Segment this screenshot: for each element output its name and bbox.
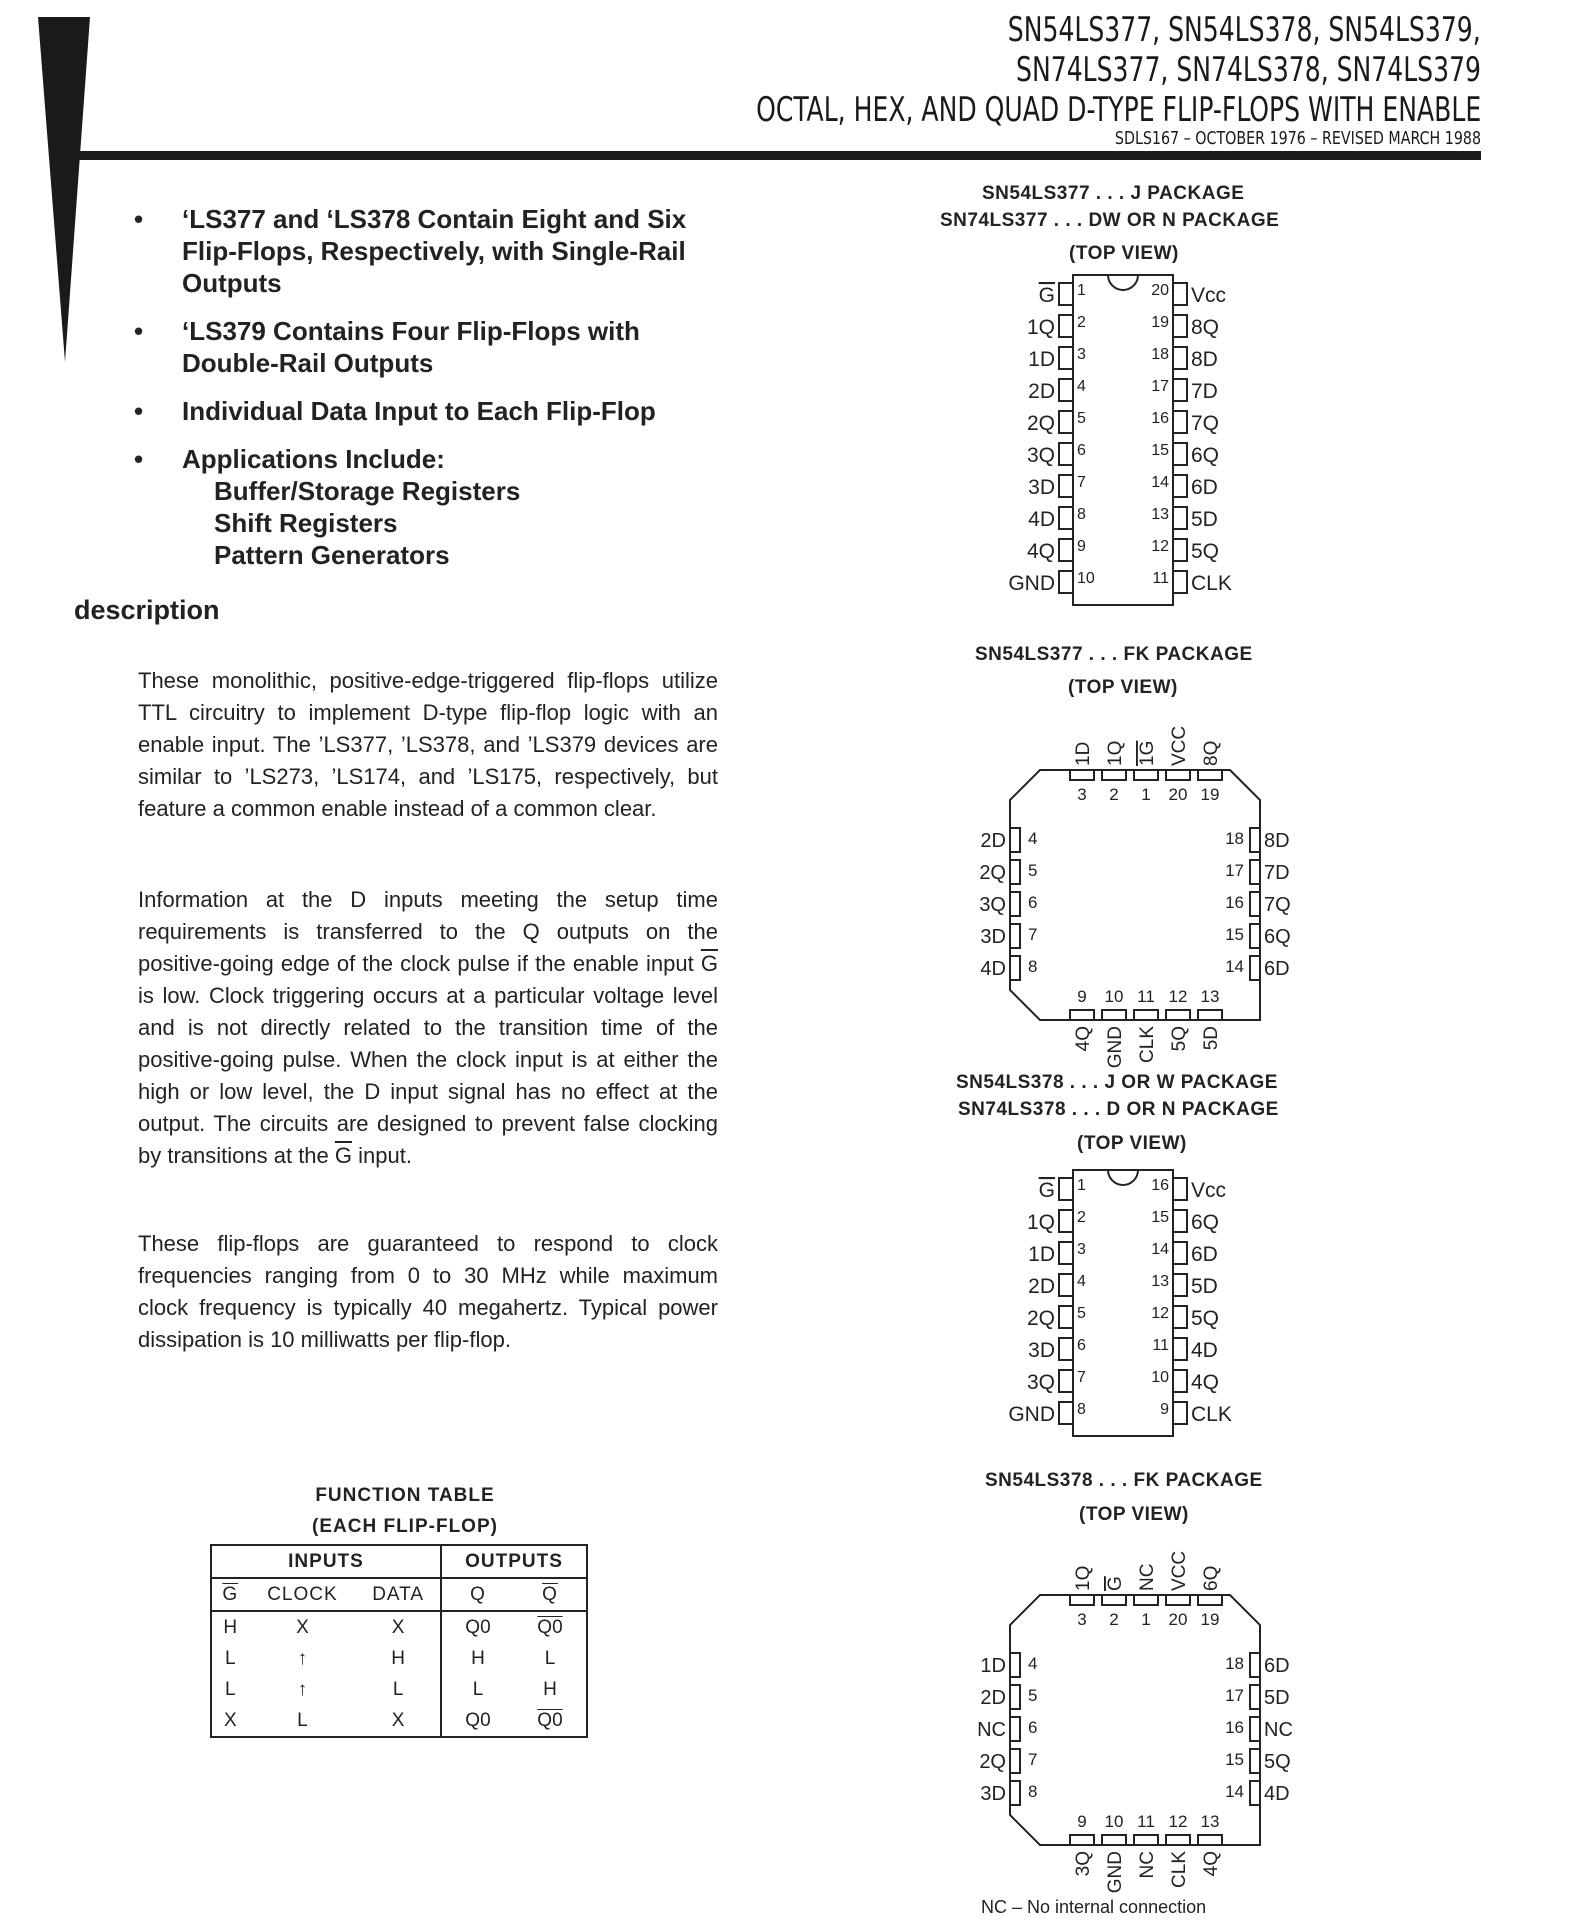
svg-text:10: 10 — [1151, 1369, 1169, 1386]
svg-text:4Q: 4Q — [1191, 1371, 1220, 1394]
svg-text:5D: 5D — [1191, 508, 1218, 531]
col-header-q-bar: $\overline{Q}$ — [514, 1578, 587, 1611]
svg-text:7Q: 7Q — [1191, 412, 1220, 435]
svg-text:6Q: 6Q — [1264, 926, 1291, 948]
svg-text:5Q: 5Q — [1191, 540, 1220, 563]
svg-text:14: 14 — [1151, 474, 1169, 491]
svg-text:3D: 3D — [980, 1783, 1006, 1805]
svg-text:5D: 5D — [1191, 1275, 1218, 1298]
feature-text: Individual Data Input to Each Flip-Flop — [182, 396, 656, 426]
svg-text:17: 17 — [1225, 861, 1244, 880]
svg-text:16: 16 — [1225, 1718, 1244, 1737]
nc-footnote: NC – No internal connection — [981, 1897, 1207, 1917]
svg-text:4: 4 — [1028, 829, 1038, 848]
function-table-subtitle: (EACH FLIP-FLOP) — [312, 1516, 498, 1537]
svg-text:3Q: 3Q — [1026, 1371, 1055, 1394]
svg-text:16: 16 — [1151, 1177, 1169, 1194]
svg-text:16: 16 — [1225, 893, 1244, 912]
text-run: is low. Clock triggering occurs at a particular voltage level and is not directly related to the transition time of the positive-going pulse. When the clock input is at either the high or low level, the D input signal has no effect at the output. The circuits are designed to prevent false clocking by transitions at the — [138, 983, 718, 1168]
svg-text:2: 2 — [1109, 785, 1119, 804]
svg-text:3Q: 3Q — [1026, 444, 1055, 467]
svg-text:4D: 4D — [1264, 1783, 1290, 1805]
text-run: Information at the D inputs meeting the setup time requirements is transferred to the Q outputs on the positive-going edge of the clock pulse if the enable input — [138, 887, 718, 976]
svg-text:20: 20 — [1168, 1610, 1188, 1629]
svg-text:4D: 4D — [1028, 508, 1055, 531]
svg-text:1: 1 — [1141, 1610, 1151, 1629]
col-header-data: DATA — [356, 1578, 441, 1611]
package-title: SN74LS378 . . . D OR N PACKAGE — [958, 1099, 1279, 1120]
col-header-clock: CLOCK — [249, 1578, 357, 1611]
svg-text:GND: GND — [1105, 1026, 1126, 1069]
view-label: (TOP VIEW) — [1068, 677, 1178, 698]
svg-text:14: 14 — [1151, 1241, 1169, 1258]
svg-text:7D: 7D — [1191, 380, 1218, 403]
bullet-icon: • — [134, 444, 144, 474]
svg-text:9: 9 — [1077, 1812, 1087, 1831]
application-item: Pattern Generators — [214, 540, 450, 570]
inputs-group-header: INPUTS — [211, 1545, 441, 1578]
svg-text:18: 18 — [1225, 1654, 1244, 1673]
ls378-dip-pinout-diagram — [990, 1165, 1290, 1440]
table-row — [211, 1705, 587, 1737]
svg-text:18: 18 — [1225, 829, 1244, 848]
svg-text:6D: 6D — [1264, 1655, 1290, 1677]
svg-text:20: 20 — [1168, 785, 1188, 804]
bullet-icon: • — [134, 316, 144, 346]
svg-text:14: 14 — [1225, 957, 1244, 976]
svg-text:2D: 2D — [1028, 380, 1055, 403]
feature-item — [130, 443, 730, 571]
description-paragraph-2 — [138, 884, 718, 1172]
feature-text: Applications Include: — [182, 444, 445, 474]
svg-text:2Q: 2Q — [1026, 1307, 1055, 1330]
ls377-fk-pinout-diagram — [960, 700, 1300, 1070]
cell: H — [223, 1616, 238, 1638]
svg-text:3: 3 — [1077, 1610, 1087, 1629]
svg-text:VCC: VCC — [1169, 725, 1190, 766]
svg-text:10: 10 — [1104, 1812, 1124, 1831]
col-header-q: Q — [441, 1578, 514, 1611]
header-rule — [78, 151, 1481, 160]
svg-text:9: 9 — [1077, 987, 1087, 1006]
svg-text:1D: 1D — [980, 1655, 1006, 1677]
svg-text:CLK: CLK — [1191, 572, 1232, 595]
title-line-3: OCTAL, HEX, AND QUAD D-TYPE FLIP-FLOPS WITH ENABLE — [755, 90, 1481, 130]
svg-text:4: 4 — [1028, 1654, 1038, 1673]
svg-text:CLK: CLK — [1169, 1851, 1190, 1888]
svg-text:11: 11 — [1137, 987, 1155, 1006]
svg-text:19: 19 — [1151, 314, 1169, 331]
application-item: Buffer/Storage Registers — [214, 476, 521, 506]
svg-text:8Q: 8Q — [1191, 316, 1220, 339]
svg-text:Vcc: Vcc — [1191, 284, 1227, 307]
feature-item — [130, 315, 730, 379]
svg-text:CLK: CLK — [1191, 1403, 1232, 1426]
svg-text:G: G — [1038, 1179, 1055, 1202]
svg-text:17: 17 — [1151, 378, 1169, 395]
cell: H — [543, 1678, 557, 1700]
svg-text:G: G — [1038, 284, 1055, 307]
svg-text:CLK: CLK — [1137, 1026, 1158, 1063]
cell: X — [223, 1709, 237, 1731]
svg-text:12: 12 — [1151, 538, 1169, 555]
svg-text:GND: GND — [1105, 1851, 1126, 1894]
cell: L — [441, 1674, 514, 1705]
function-table-title: FUNCTION TABLE — [315, 1485, 495, 1506]
svg-text:NC: NC — [977, 1719, 1006, 1741]
package-title: SN54LS377 . . . FK PACKAGE — [975, 644, 1253, 665]
feature-item — [130, 203, 730, 299]
table-row — [211, 1611, 587, 1643]
svg-text:1: 1 — [1077, 282, 1086, 299]
svg-text:5D: 5D — [1264, 1687, 1290, 1709]
cell: ↑ — [297, 1678, 308, 1700]
cell: Q0 — [441, 1705, 514, 1737]
svg-text:11: 11 — [1152, 570, 1169, 587]
text-run: input. — [352, 1143, 412, 1168]
header-wedge-graphic — [38, 17, 92, 362]
svg-text:6: 6 — [1077, 442, 1086, 459]
ls378-fk-pinout-diagram — [960, 1525, 1300, 1895]
view-label: (TOP VIEW) — [1079, 1504, 1189, 1525]
svg-text:3Q: 3Q — [979, 894, 1006, 916]
title-line-2: SN74LS377, SN74LS378, SN74LS379 — [1016, 50, 1481, 90]
svg-text:16: 16 — [1151, 410, 1169, 427]
svg-text:19: 19 — [1200, 785, 1220, 804]
svg-text:13: 13 — [1200, 1812, 1220, 1831]
svg-text:15: 15 — [1151, 1209, 1169, 1226]
svg-text:2: 2 — [1077, 1209, 1086, 1226]
package-title: SN54LS378 . . . J OR W PACKAGE — [956, 1072, 1278, 1093]
svg-text:1G: 1G — [1137, 740, 1158, 766]
cell: X — [391, 1616, 405, 1638]
svg-text:NC: NC — [1264, 1719, 1293, 1741]
svg-text:2Q: 2Q — [1026, 412, 1055, 435]
cell: L — [544, 1647, 556, 1669]
feature-list — [130, 203, 730, 587]
svg-text:3: 3 — [1077, 346, 1086, 363]
svg-text:4Q: 4Q — [1073, 1026, 1094, 1052]
svg-text:3: 3 — [1077, 785, 1087, 804]
function-table — [210, 1544, 588, 1738]
svg-text:6Q: 6Q — [1191, 1211, 1220, 1234]
svg-text:3D: 3D — [1028, 476, 1055, 499]
cell: Q0 — [537, 1616, 563, 1638]
outputs-group-header: OUTPUTS — [441, 1545, 587, 1578]
svg-text:NC: NC — [1137, 1563, 1158, 1591]
bullet-icon: • — [134, 204, 144, 234]
svg-text:4D: 4D — [980, 958, 1006, 980]
svg-text:4: 4 — [1077, 1273, 1086, 1290]
svg-text:VCC: VCC — [1169, 1550, 1190, 1591]
svg-text:9: 9 — [1077, 538, 1086, 555]
svg-text:7: 7 — [1028, 1750, 1038, 1769]
svg-text:6D: 6D — [1264, 958, 1290, 980]
svg-text:8Q: 8Q — [1201, 740, 1222, 766]
svg-text:8: 8 — [1028, 957, 1038, 976]
svg-text:8: 8 — [1028, 1782, 1038, 1801]
svg-text:12: 12 — [1151, 1305, 1169, 1322]
svg-text:1: 1 — [1141, 785, 1151, 804]
svg-text:7: 7 — [1077, 474, 1086, 491]
svg-text:8D: 8D — [1264, 830, 1290, 852]
cell: Q0 — [441, 1611, 514, 1643]
svg-text:11: 11 — [1137, 1812, 1155, 1831]
svg-text:14: 14 — [1225, 1782, 1244, 1801]
g-bar-symbol: $\overline{G}$ — [334, 1143, 353, 1168]
view-label: (TOP VIEW) — [1069, 243, 1179, 264]
svg-text:13: 13 — [1151, 1273, 1169, 1290]
svg-text:5: 5 — [1077, 410, 1086, 427]
cell: L — [297, 1709, 308, 1731]
svg-text:1D: 1D — [1073, 741, 1094, 766]
ls377-dip-pinout-diagram — [990, 270, 1290, 610]
description-paragraph-1: These monolithic, positive-edge-triggered flip-flops utilize TTL circuitry to implement D-type flip-flop logic with an enable input. The ’LS377, ’LS378, and ’LS379 devices are similar to ’LS273, ’LS174, and ’LS175, respectively, but feature a common enable instead of a common clear. — [138, 668, 718, 821]
svg-text:NC: NC — [1137, 1851, 1158, 1879]
svg-text:9: 9 — [1160, 1401, 1169, 1418]
svg-text:2D: 2D — [1028, 1275, 1055, 1298]
cell: H — [391, 1647, 405, 1669]
svg-text:17: 17 — [1225, 1686, 1244, 1705]
title-line-1: SN54LS377, SN54LS378, SN54LS379, — [1008, 10, 1481, 50]
cell: L — [392, 1678, 404, 1700]
view-label: (TOP VIEW) — [1077, 1133, 1187, 1154]
svg-text:13: 13 — [1200, 987, 1220, 1006]
svg-text:6: 6 — [1077, 1337, 1086, 1354]
cell: L — [225, 1647, 236, 1669]
svg-text:5Q: 5Q — [1169, 1026, 1190, 1052]
svg-text:GND: GND — [1008, 1403, 1055, 1426]
svg-text:10: 10 — [1077, 570, 1095, 587]
svg-text:1Q: 1Q — [1105, 740, 1126, 766]
svg-text:3D: 3D — [1028, 1339, 1055, 1362]
doc-reference: SDLS167 – OCTOBER 1976 – REVISED MARCH 1988 — [1114, 128, 1481, 149]
feature-text: ‘LS379 Contains Four Flip-Flops with Double-Rail Outputs — [182, 316, 640, 378]
cell: X — [391, 1709, 405, 1731]
svg-text:19: 19 — [1200, 1610, 1220, 1629]
svg-text:3D: 3D — [980, 926, 1006, 948]
feature-item — [130, 395, 730, 427]
svg-text:2Q: 2Q — [979, 862, 1006, 884]
svg-text:6Q: 6Q — [1191, 444, 1220, 467]
application-item: Shift Registers — [214, 508, 398, 538]
svg-text:1Q: 1Q — [1073, 1565, 1094, 1591]
svg-text:2: 2 — [1109, 1610, 1119, 1629]
package-title: SN54LS378 . . . FK PACKAGE — [985, 1470, 1263, 1491]
svg-text:3: 3 — [1077, 1241, 1086, 1258]
svg-text:7D: 7D — [1264, 862, 1290, 884]
g-bar-symbol: $\overline{G}$ — [700, 951, 718, 976]
svg-text:1D: 1D — [1028, 1243, 1055, 1266]
svg-text:4Q: 4Q — [1026, 540, 1055, 563]
package-title: SN74LS377 . . . DW OR N PACKAGE — [940, 210, 1280, 231]
cell: ↑ — [297, 1647, 308, 1669]
svg-text:1: 1 — [1077, 1177, 1086, 1194]
svg-text:8: 8 — [1077, 506, 1086, 523]
svg-text:5Q: 5Q — [1264, 1751, 1291, 1773]
svg-text:10: 10 — [1104, 987, 1124, 1006]
svg-text:18: 18 — [1151, 346, 1169, 363]
svg-text:4D: 4D — [1191, 1339, 1218, 1362]
svg-text:6: 6 — [1028, 893, 1038, 912]
svg-text:15: 15 — [1225, 1750, 1244, 1769]
svg-text:GND: GND — [1008, 572, 1055, 595]
svg-text:7: 7 — [1028, 925, 1038, 944]
svg-text:4Q: 4Q — [1201, 1851, 1222, 1877]
svg-text:5D: 5D — [1201, 1026, 1222, 1051]
cell: H — [441, 1643, 514, 1674]
feature-text: ‘LS377 and ‘LS378 Contain Eight and Six Flip-Flops, Respectively, with Single-Rail Outputs — [182, 204, 687, 298]
svg-text:2D: 2D — [980, 1687, 1006, 1709]
svg-text:6Q: 6Q — [1201, 1565, 1222, 1591]
svg-text:7Q: 7Q — [1264, 894, 1291, 916]
svg-text:5: 5 — [1077, 1305, 1086, 1322]
svg-text:4: 4 — [1077, 378, 1086, 395]
svg-text:15: 15 — [1151, 442, 1169, 459]
svg-text:15: 15 — [1225, 925, 1244, 944]
svg-text:G: G — [1105, 1576, 1126, 1591]
cell: L — [225, 1678, 236, 1700]
svg-text:1D: 1D — [1028, 348, 1055, 371]
package-title: SN54LS377 . . . J PACKAGE — [982, 183, 1245, 204]
svg-text:8D: 8D — [1191, 348, 1218, 371]
cell: Q0 — [537, 1709, 563, 1731]
svg-text:5: 5 — [1028, 861, 1038, 880]
svg-text:2Q: 2Q — [979, 1751, 1006, 1773]
table-row — [211, 1674, 587, 1705]
col-header-g: $\overline{G}$ — [211, 1578, 249, 1611]
svg-text:6D: 6D — [1191, 476, 1218, 499]
svg-text:7: 7 — [1077, 1369, 1086, 1386]
svg-text:11: 11 — [1152, 1337, 1169, 1354]
svg-text:2D: 2D — [980, 830, 1006, 852]
svg-text:5Q: 5Q — [1191, 1307, 1220, 1330]
svg-text:8: 8 — [1077, 1401, 1086, 1418]
svg-text:3Q: 3Q — [1073, 1851, 1094, 1877]
svg-text:1Q: 1Q — [1026, 1211, 1055, 1234]
cell: X — [296, 1616, 309, 1638]
table-row — [211, 1643, 587, 1674]
description-heading: description — [74, 595, 220, 625]
svg-text:2: 2 — [1077, 314, 1086, 331]
svg-text:1Q: 1Q — [1026, 316, 1055, 339]
svg-text:12: 12 — [1168, 1812, 1188, 1831]
svg-text:6: 6 — [1028, 1718, 1038, 1737]
bullet-icon: • — [134, 396, 144, 426]
svg-text:20: 20 — [1151, 282, 1169, 299]
svg-text:6D: 6D — [1191, 1243, 1218, 1266]
svg-text:5: 5 — [1028, 1686, 1038, 1705]
svg-text:13: 13 — [1151, 506, 1169, 523]
svg-text:12: 12 — [1168, 987, 1188, 1006]
description-paragraph-3: These flip-flops are guaranteed to respond to clock frequencies ranging from 0 to 30 MHz while maximum clock frequency is typically 40 megahertz. Typical power dissipation is 10 milliwatts per flip-flop. — [138, 1231, 718, 1352]
svg-text:Vcc: Vcc — [1191, 1179, 1227, 1202]
